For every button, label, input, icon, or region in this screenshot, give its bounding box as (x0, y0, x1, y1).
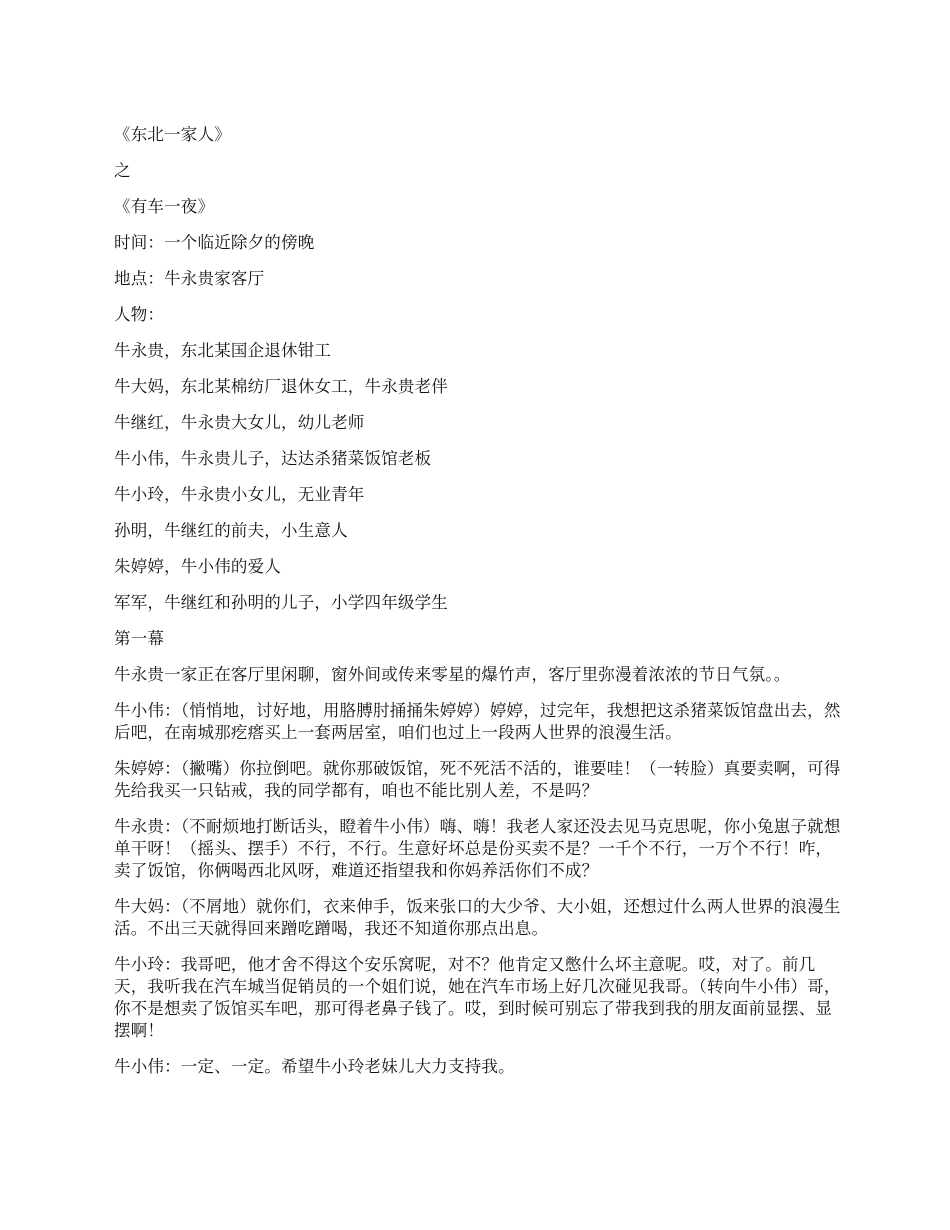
subtitle-line: 《有车一夜》 (114, 197, 215, 216)
character-line: 牛大妈，东北某棉纺厂退休女工，牛永贵老伴 (114, 377, 448, 396)
time-line: 时间：一个临近除夕的傍晚 (114, 233, 315, 252)
title-line: 《东北一家人》 (114, 125, 231, 144)
scene-description: 牛永贵一家正在客厅里闲聊，窗外间或传来零星的爆竹声，客厅里弥漫着浓浓的节日气氛。。 (114, 665, 791, 684)
characters-heading: 人物： (114, 305, 165, 324)
dialogue-paragraph: 牛大妈：（不屑地）就你们，衣来伸手，饭来张口的大少爷、大小姐，还想过什么两人世界的浪漫生活。不出三天就得回来蹭吃蹭喝，我还不知道你那点出息。 (114, 897, 841, 938)
act-heading: 第一幕 (114, 629, 165, 648)
dialogue-paragraph: 朱婷婷：（撇嘴）你拉倒吧。就你那破饭馆，死不死活不活的，谁要哇！（一转脸）真要卖啊，可得先给我买一只钻戒，我的同学都有，咱也不能比别人差，不是吗？ (114, 759, 841, 800)
title-connector: 之 (114, 161, 131, 180)
document-page (114, 124, 844, 1092)
location-line: 地点：牛永贵家客厅 (114, 269, 265, 288)
dialogue-paragraph: 牛小伟：一定、一定。希望牛小玲老妹儿大力支持我。 (114, 1057, 515, 1076)
character-line: 军军，牛继红和孙明的儿子，小学四年级学生 (114, 593, 448, 612)
character-line: 牛永贵，东北某国企退休钳工 (114, 341, 332, 360)
character-line: 牛继红，牛永贵大女儿，幼儿老师 (114, 413, 365, 432)
dialogue-paragraph: 牛永贵：（不耐烦地打断话头，瞪着牛小伟）嗨、嗨！我老人家还没去见马克思呢，你小兔崽子就想单干呀！（摇头、摆手）不行，不行。生意好坏总是份买卖不是？一千个不行，一万个不行！咋，卖了饭馆，你俩喝西北风呀，难道还指望我和你妈养活你们不成？ (114, 817, 841, 880)
character-line: 孙明，牛继红的前夫，小生意人 (114, 521, 348, 540)
character-line: 朱婷婷，牛小伟的爱人 (114, 557, 281, 576)
character-line: 牛小伟，牛永贵儿子，达达杀猪菜饭馆老板 (114, 449, 432, 468)
character-line: 牛小玲，牛永贵小女儿，无业青年 (114, 485, 365, 504)
dialogue-paragraph: 牛小伟：（悄悄地，讨好地，用胳膊肘捅捅朱婷婷）婷婷，过完年，我想把这杀猪菜饭馆盘出去，然后吧，在南城那疙瘩买上一套两居室，咱们也过上一段两人世界的浪漫生活。 (114, 701, 841, 742)
dialogue-paragraph: 牛小玲：我哥吧，他才舍不得这个安乐窝呢，对不？他肯定又憋什么坏主意呢。哎，对了。前几天，我听我在汽车城当促销员的一个姐们说，她在汽车市场上好几次碰见我哥。（转向牛小伟）哥，你不是想卖了饭馆买车吧，那可得老鼻子钱了。哎，到时候可别忘了带我到我的朋友面前显摆、显摆啊！ (114, 955, 841, 1040)
